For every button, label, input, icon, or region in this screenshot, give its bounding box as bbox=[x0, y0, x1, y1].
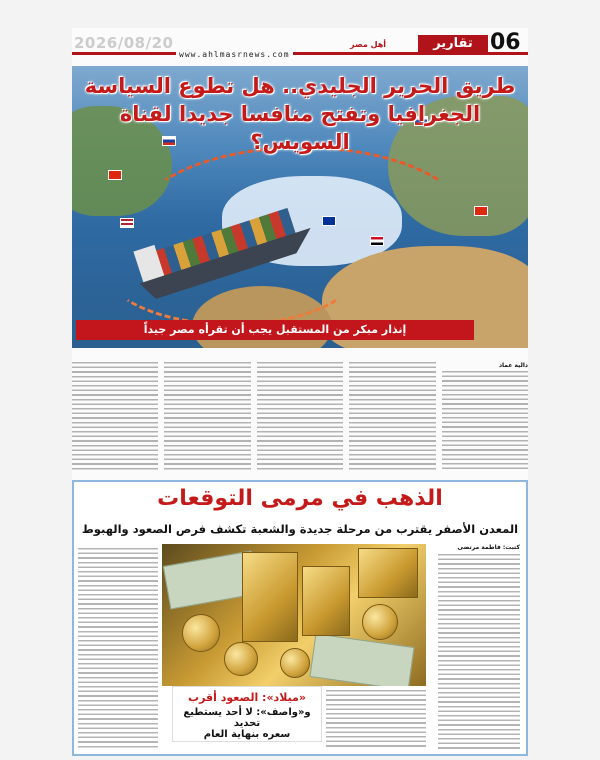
flag-eu-icon bbox=[322, 216, 336, 226]
pull-quote-line3: سعره بنهاية العام bbox=[203, 729, 291, 740]
gold-pull-quote bbox=[172, 686, 322, 742]
flag-china-east-icon bbox=[474, 206, 488, 216]
flag-china-icon bbox=[108, 170, 122, 180]
section-label: تقارير bbox=[418, 35, 488, 53]
pull-quote-line2: و«واصف»: لا أحد يستطيع تحديد bbox=[183, 707, 311, 729]
page-header bbox=[72, 32, 528, 62]
article-text bbox=[164, 362, 250, 470]
article-text bbox=[349, 362, 435, 470]
article-column-3 bbox=[257, 362, 343, 470]
gold-byline: كتبت: فاطمة مرتضى bbox=[457, 544, 520, 551]
flag-egypt-icon bbox=[370, 236, 384, 246]
gold-column-left bbox=[78, 548, 158, 750]
hero-headline bbox=[80, 72, 520, 156]
gold-bar-icon bbox=[302, 566, 350, 636]
gold-bar-icon bbox=[242, 552, 298, 642]
pull-quote-line1: «ميلاد»: الصعود أقرب bbox=[188, 691, 306, 704]
gold-subheadline: المعدن الأصفر يقترب من مرحلة جديدة والشعبة تكشف فرص الصعود والهبوط bbox=[81, 522, 519, 536]
gold-headline: الذهب في مرمى التوقعات bbox=[157, 486, 443, 511]
article-column-2 bbox=[349, 362, 435, 470]
gold-bar-icon bbox=[358, 548, 418, 598]
article-text bbox=[72, 362, 158, 470]
article-text bbox=[326, 690, 426, 750]
article-text bbox=[438, 554, 520, 750]
gold-coin-icon bbox=[362, 604, 398, 640]
article-text bbox=[78, 548, 158, 750]
article-column-1 bbox=[442, 362, 528, 470]
article-column-4 bbox=[164, 362, 250, 470]
banknote-icon bbox=[309, 633, 414, 686]
article-text bbox=[442, 371, 528, 470]
hero-headline-line1: طريق الحرير الجليدي.. هل تطوع السياسة bbox=[84, 74, 516, 98]
article-column-5 bbox=[72, 362, 158, 470]
issue-date: 2026/08/20 bbox=[74, 34, 174, 52]
gold-coin-icon bbox=[182, 614, 220, 652]
brand-logo: أهل مصر bbox=[350, 40, 387, 49]
hero-headline-line2: الجغرافيا وتفتح منافسا جديدا لقناة السويس؟ bbox=[119, 102, 481, 154]
gold-column-bottom bbox=[326, 690, 426, 750]
article-text bbox=[257, 362, 343, 470]
website-url[interactable]: www.ahlmasrnews.com bbox=[176, 50, 293, 59]
hero-image bbox=[72, 66, 528, 348]
gold-coin-icon bbox=[280, 648, 310, 678]
gold-coin-icon bbox=[224, 642, 258, 676]
gold-article bbox=[72, 480, 528, 756]
hero-banner: إنذار مبكر من المستقبل يجب أن تقرأه مصر جيداً bbox=[76, 320, 474, 340]
gold-column-right bbox=[438, 554, 520, 750]
article-byline: دالية عماد bbox=[498, 362, 528, 369]
gold-image bbox=[162, 544, 426, 686]
article-columns bbox=[72, 362, 528, 470]
flag-usa-icon bbox=[120, 218, 134, 228]
newspaper-page bbox=[72, 28, 528, 756]
page-number: 06 bbox=[490, 30, 521, 55]
